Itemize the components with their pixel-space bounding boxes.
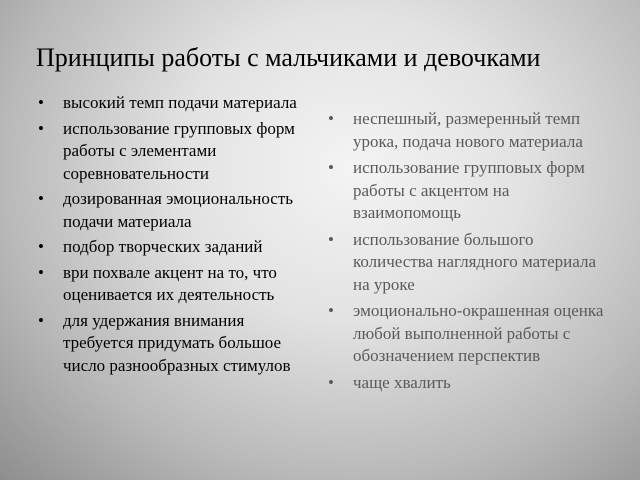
list-item-text: высокий темп подачи материала: [63, 93, 297, 112]
left-bullet-list: [36, 92, 316, 380]
bullet-icon: •: [328, 372, 334, 392]
list-item-text: эмоционально-окрашенная оценка любой выполненной работы с обозначением перспектив: [353, 301, 604, 365]
list-item: [36, 236, 316, 259]
bullet-icon: •: [38, 237, 44, 256]
bullet-icon: •: [38, 310, 44, 330]
bullet-icon: •: [328, 229, 334, 249]
slide-title: Принципы работы с мальчиками и девочками: [36, 43, 541, 72]
list-item-text: дозированная эмоциональность подачи материала: [63, 189, 293, 231]
list-item-text: для удержания внимания требуется придумать большое число разнообразных стимулов: [63, 310, 291, 375]
list-item-text: ври похвале акцент на то, что оценивается их деятельность: [63, 262, 277, 304]
list-item: [326, 229, 604, 297]
bullet-icon: •: [38, 93, 44, 112]
bullet-icon: •: [328, 301, 334, 320]
bullet-icon: •: [38, 189, 44, 208]
list-item: [326, 157, 604, 225]
bullet-icon: •: [328, 109, 334, 128]
bullet-icon: •: [38, 118, 44, 138]
right-bullet-list: [326, 108, 604, 398]
list-item: [36, 118, 316, 186]
list-item-text: чаще хвалить: [353, 372, 451, 392]
list-item-text: использование большого количества наглядного материала на уроке: [353, 229, 596, 294]
bullet-icon: •: [38, 262, 44, 282]
list-item: [326, 300, 604, 368]
bullet-icon: •: [328, 158, 334, 177]
list-item-text: использование групповых форм работы с элементами соревновательности: [63, 118, 295, 183]
list-item: [36, 92, 316, 115]
list-item: [36, 262, 316, 307]
list-item: [326, 372, 604, 395]
list-item: [36, 310, 316, 378]
list-item: [326, 108, 604, 153]
list-item-text: подбор творческих заданий: [63, 237, 263, 256]
list-item: [36, 188, 316, 233]
list-item-text: неспешный, размеренный темп урока, подача нового материала: [353, 109, 583, 151]
list-item-text: использование групповых форм работы с акцентом на взаимопомощь: [353, 158, 585, 222]
